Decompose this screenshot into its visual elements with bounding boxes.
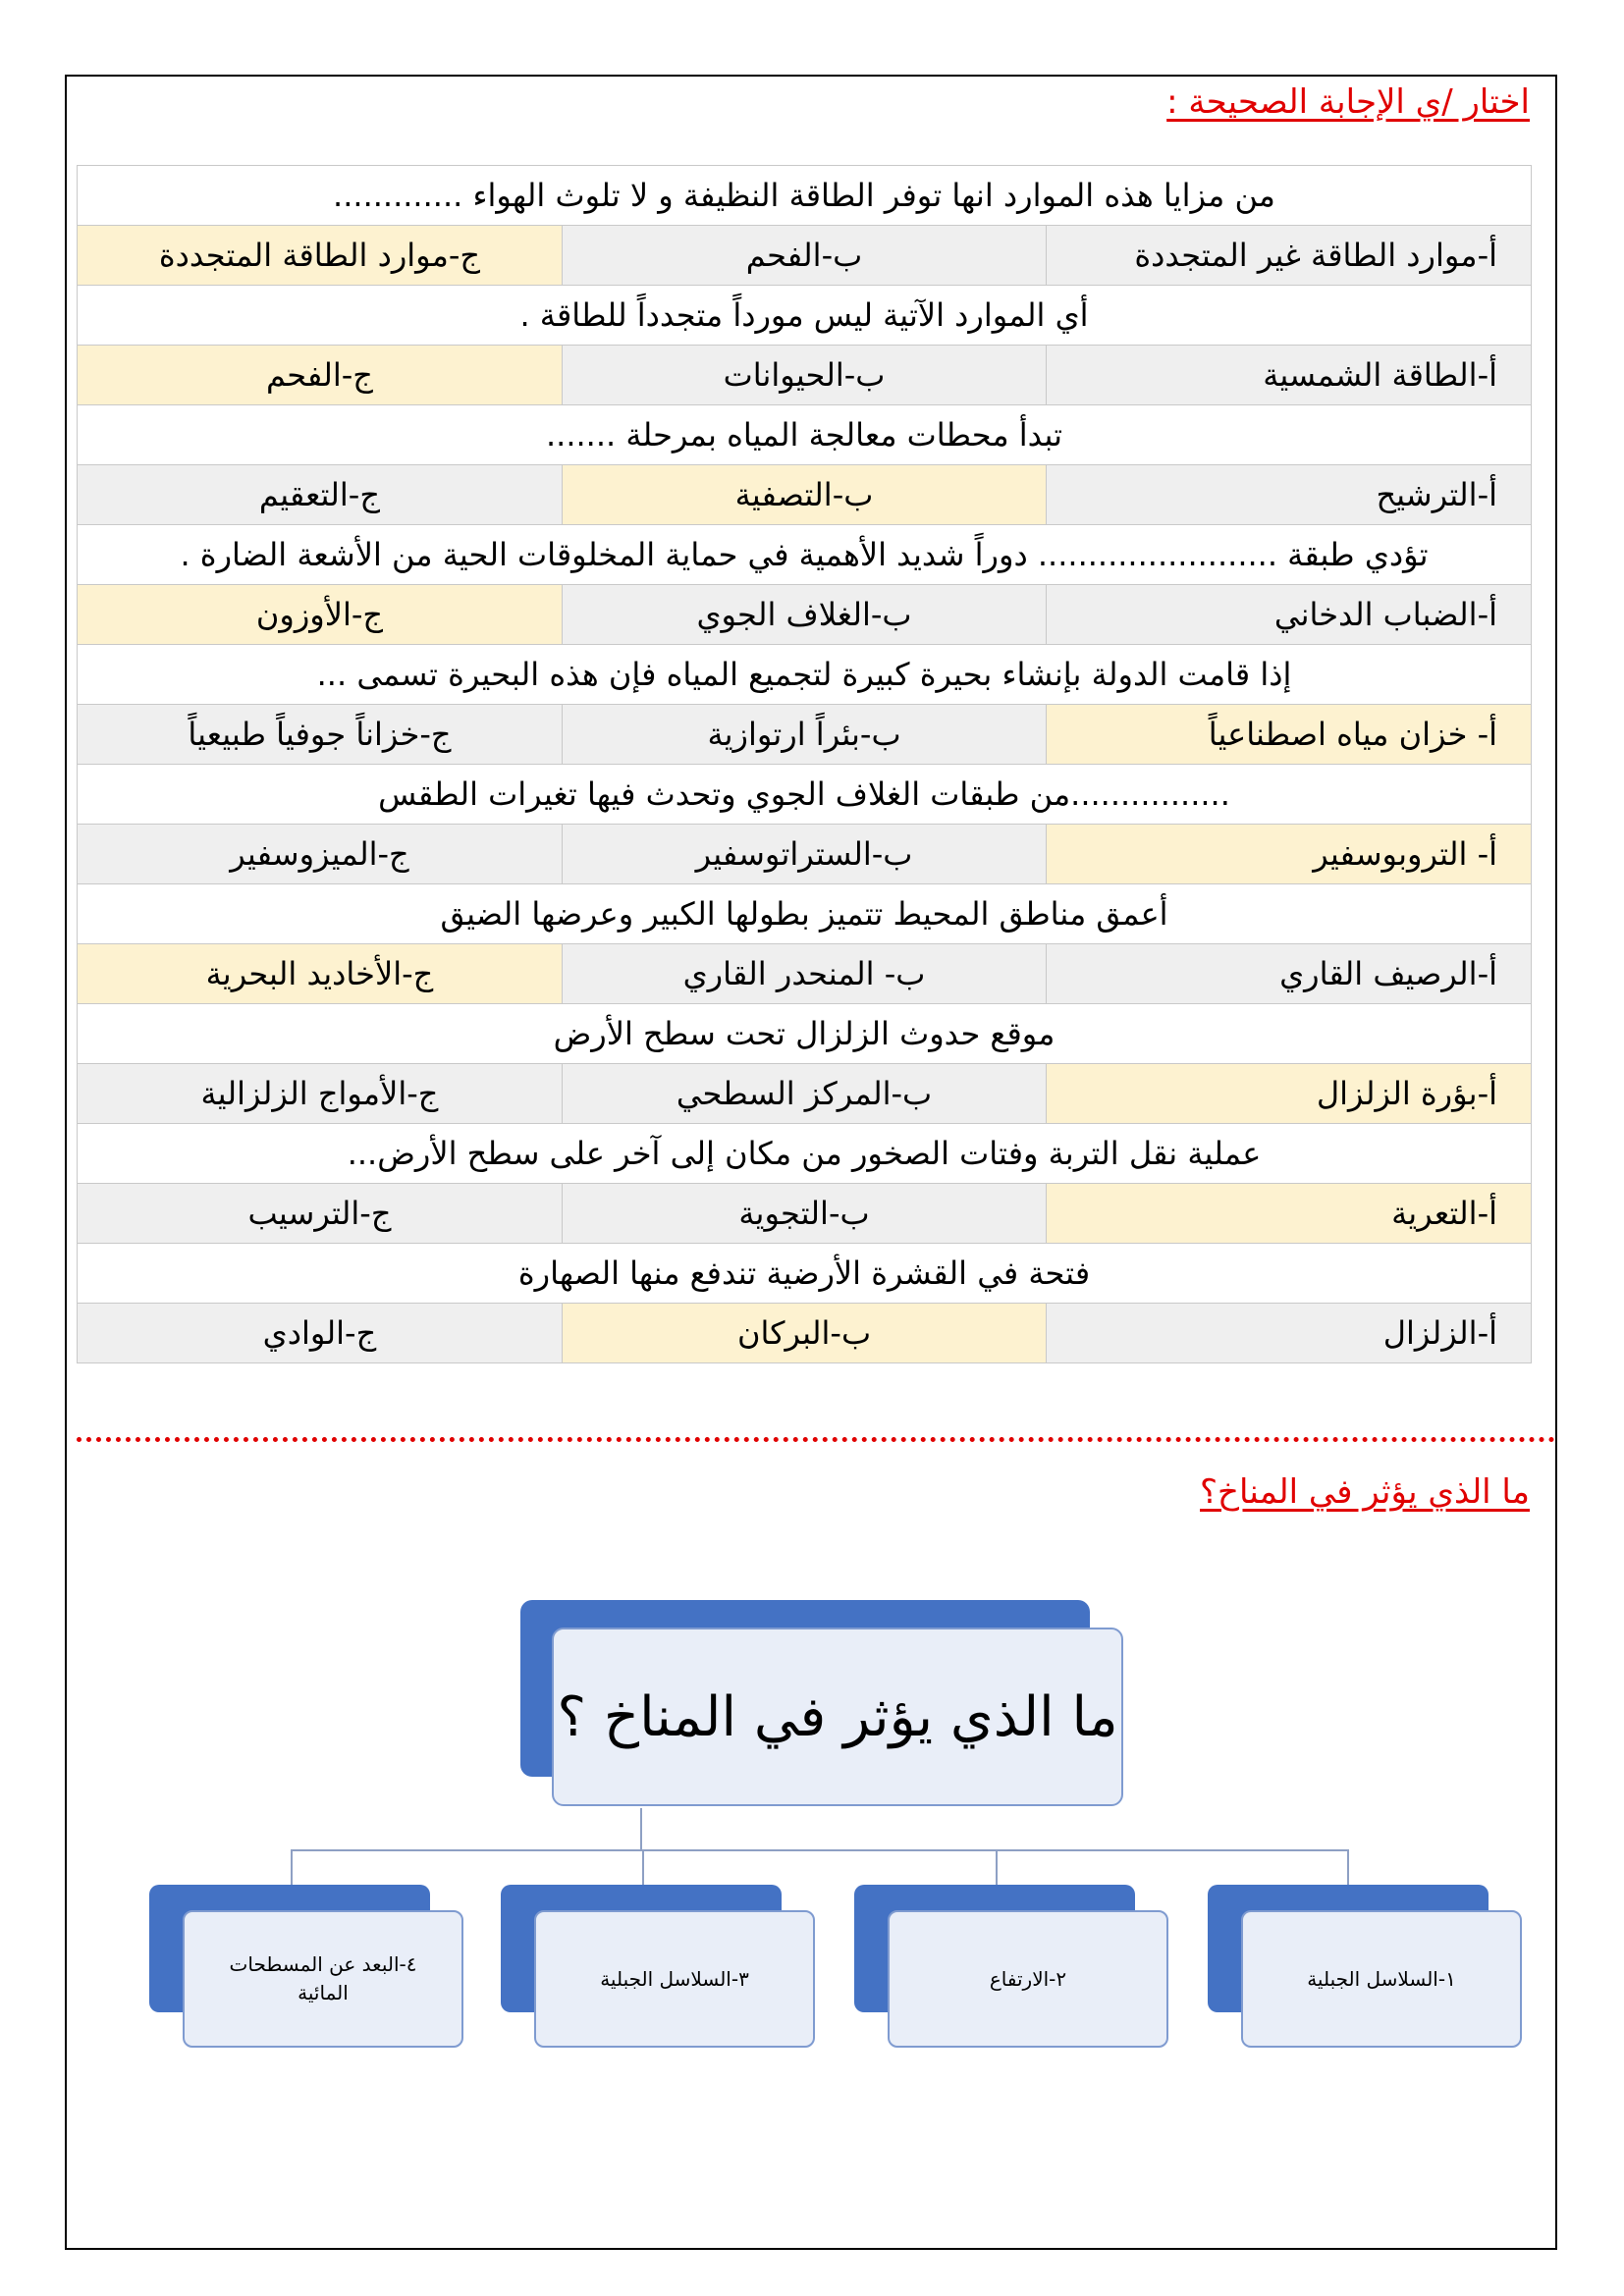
connector-drop-4 (291, 1849, 293, 1885)
option-cell[interactable]: أ-التعرية (1047, 1184, 1532, 1244)
question-row (78, 884, 1532, 944)
option-cell[interactable]: ج-الأمواج الزلزالية (78, 1064, 563, 1124)
option-cell[interactable]: ج-خزاناً جوفياً طبيعياً (78, 705, 563, 765)
option-cell[interactable]: ب-التجوية (562, 1184, 1046, 1244)
option-cell[interactable]: ج-الفحم (78, 346, 563, 405)
option-cell[interactable]: ج-موارد الطاقة المتجددة (78, 226, 563, 286)
option-cell[interactable]: ج-التعقيم (78, 465, 563, 525)
factor-box-2: ٢-الارتفاع (888, 1910, 1168, 2048)
main-box-label: ما الذي يؤثر في المناخ ؟ (557, 1684, 1118, 1749)
option-cell[interactable]: ب-التصفية (562, 465, 1046, 525)
connector-drop-1 (1347, 1849, 1349, 1885)
question-text: ................من طبقات الغلاف الجوي وتحدث فيها تغيرات الطقس (78, 765, 1532, 825)
question-text: فتحة في القشرة الأرضية تندفع منها الصهارة (78, 1244, 1532, 1304)
section-title-climate: ما الذي يؤثر في المناخ؟ (1200, 1472, 1530, 1512)
question-text: تؤدي طبقة ........................ دوراً شديد الأهمية في حماية المخلوقات الحية من الأشعة الضارة . (78, 525, 1532, 585)
options-row (78, 1184, 1532, 1244)
options-row (78, 465, 1532, 525)
options-row (78, 705, 1532, 765)
question-text: أي الموارد الآتية ليس مورداً متجدداً للطاقة . (78, 286, 1532, 346)
option-cell[interactable]: ب-الستراتوسفير (562, 825, 1046, 884)
option-cell[interactable]: ج-الأوزون (78, 585, 563, 645)
option-cell[interactable]: ب- المنحدر القاري (562, 944, 1046, 1004)
options-row (78, 1064, 1532, 1124)
dotted-separator (77, 1437, 1555, 1442)
question-row (78, 525, 1532, 585)
options-row (78, 585, 1532, 645)
options-row (78, 825, 1532, 884)
option-cell[interactable]: ب-بئراً ارتوازية (562, 705, 1046, 765)
section-title-choose-answer: اختار /ي الإجابة الصحيحة : (1166, 82, 1530, 122)
connector-vertical-main (640, 1808, 642, 1849)
factor-box-3: ٣-السلاسل الجبلية (534, 1910, 815, 2048)
option-cell[interactable]: أ-الترشيح (1047, 465, 1532, 525)
question-text: عملية نقل التربة وفتات الصخور من مكان إلى آخر على سطح الأرض... (78, 1124, 1532, 1184)
option-cell[interactable]: ب-المركز السطحي (562, 1064, 1046, 1124)
question-text: من مزايا هذه الموارد انها توفر الطاقة النظيفة و لا تلوث الهواء ............. (78, 166, 1532, 226)
option-cell[interactable]: أ- التروبوسفير (1047, 825, 1532, 884)
question-text: إذا قامت الدولة بإنشاء بحيرة كبيرة لتجميع المياه فإن هذه البحيرة تسمى ... (78, 645, 1532, 705)
option-cell[interactable]: أ-موارد الطاقة غير المتجددة (1047, 226, 1532, 286)
option-cell[interactable]: أ-الرصيف القاري (1047, 944, 1532, 1004)
option-cell[interactable]: أ-الزلزال (1047, 1304, 1532, 1363)
connector-drop-2 (996, 1849, 998, 1885)
question-row (78, 405, 1532, 465)
options-row (78, 226, 1532, 286)
option-cell[interactable]: أ-الطاقة الشمسية (1047, 346, 1532, 405)
question-row (78, 1124, 1532, 1184)
option-cell[interactable]: أ-الضباب الدخاني (1047, 585, 1532, 645)
options-row (78, 1304, 1532, 1363)
question-text: أعمق مناطق المحيط تتميز بطولها الكبير وعرضها الضيق (78, 884, 1532, 944)
option-cell[interactable]: ب-البركان (562, 1304, 1046, 1363)
question-row (78, 1004, 1532, 1064)
option-cell[interactable]: أ-بؤرة الزلزال (1047, 1064, 1532, 1124)
options-row (78, 346, 1532, 405)
factor-box-4: ٤-البعد عن المسطحات المائية (183, 1910, 463, 2048)
question-row (78, 286, 1532, 346)
option-cell[interactable]: أ- خزان مياه اصطناعياً (1047, 705, 1532, 765)
factor-box-1: ١-السلاسل الجبلية (1241, 1910, 1522, 2048)
options-row (78, 944, 1532, 1004)
option-cell[interactable]: ج-الميزوسفير (78, 825, 563, 884)
option-cell[interactable]: ب-الفحم (562, 226, 1046, 286)
connector-drop-3 (642, 1849, 644, 1885)
question-row (78, 765, 1532, 825)
questions-table (77, 165, 1532, 1363)
option-cell[interactable]: ج-الترسيب (78, 1184, 563, 1244)
question-row (78, 166, 1532, 226)
option-cell[interactable]: ب-الحيوانات (562, 346, 1046, 405)
question-row (78, 645, 1532, 705)
connector-horizontal (291, 1849, 1349, 1851)
question-row (78, 1244, 1532, 1304)
question-text: تبدأ محطات معالجة المياه بمرحلة ....... (78, 405, 1532, 465)
option-cell[interactable]: ب-الغلاف الجوي (562, 585, 1046, 645)
option-cell[interactable]: ج-الأخاديد البحرية (78, 944, 563, 1004)
option-cell[interactable]: ج-الوادي (78, 1304, 563, 1363)
question-text: موقع حدوث الزلزال تحت سطح الأرض (78, 1004, 1532, 1064)
